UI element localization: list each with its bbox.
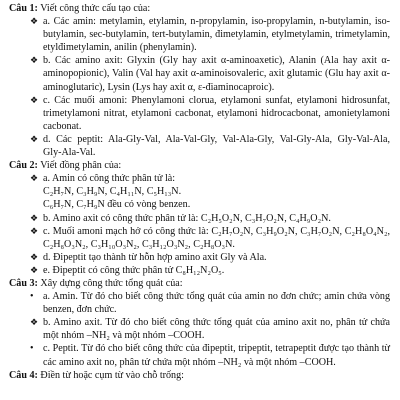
question-number: Câu 3: [9,277,38,289]
list-item [30,15,390,54]
item-text: d. Đipeptit tạo thành từ hỗn hợp amino axit Gly và Ala. [43,251,267,263]
question-number: Câu 2: [9,160,38,172]
list-item [30,94,390,133]
list-item [30,212,390,225]
item-text: b. Amino axit có công thức phân tử là: C₂H₅O₂N, C₃H₇O₂N, C₄H₉O₂N. [43,212,331,224]
bullet-icon: ❖ [30,16,39,27]
list-item [30,133,390,159]
list-item [30,172,390,211]
item-text: c. Các muối amoni: Phenylamoni clorua, etylamoni sunfat, etylamoni hidrosunfat, trimetylamoni nitrat, etylamoni cacbonat, etylamoni hidrocacbonat, amonietylamoni cacbonat. [43,94,390,132]
item-text: c. Muối amoni mạch hở có công thức là: C₂H₇O₂N, C₃H₉O₂N, C₃H₇O₂N, C₂H₈O₄N₂, C₂H₈O₃N₂, C₃H₁₀O₃N₂, C₃H₁₂O₃N₂, C₂H₈O₃N. [43,225,390,250]
formula-line: C₆H₇N, C₇H₉N đều có vòng benzen. [43,199,191,211]
question-prompt: Viết công thức cấu tạo của: [37,3,151,14]
formula-line: C₂H₇N, C₃H₉N, C₄H₁₁N, C₅H₁₃N. [43,186,182,198]
bullet-icon: ❖ [30,55,39,66]
item-text: a. Amin có công thức phân tử là: [43,173,176,185]
list-item [30,54,390,93]
question-prompt: Xây dựng công thức tổng quát của: [37,277,183,289]
question-prompt: Viết đồng phân của: [37,160,122,172]
list-item [30,264,390,277]
bullet-icon: • [30,291,34,303]
bullet-icon: ❖ [30,264,39,275]
bullet-icon: ❖ [30,94,39,105]
bullet-icon: ❖ [30,317,39,328]
bullet-icon: ❖ [30,251,39,262]
question-title [9,277,390,290]
question-4 [9,369,390,382]
item-text: e. Đipeptit có công thức phân tử C₈H₁₂N₂O₅. [43,264,225,276]
item-text: c. Peptit. Từ đó cho biết công thức của đipeptit, tripeptit, tetrapeptit được tạo thành từ các amino axit no, phân tử chứa một nhóm –NH₂ và một nhóm –COOH. [43,343,390,368]
item-text: a. Các amin: metylamin, etylamin, n-propylamin, iso-propylamin, n-butylamin, iso-butylamin, sec-butylamin, tert-butylamin, đimetylamin, etylmetylamin, trimetylamin, etylđimetylamin, anilin (phenylamin). [43,16,390,54]
item-text: b. Amino axit. Từ đó cho biết công thức tổng quát của amino axit no, phân tử chứa một nhóm –NH₂ và một nhóm –COOH. [43,317,390,342]
bullet-icon: ❖ [30,173,39,184]
list-item [30,342,390,368]
item-text: a. Amin. Từ đó cho biết công thức tổng quát của amin no đơn chức; amin chứa vòng benzen, đơn chức. [43,291,390,316]
bullet-icon: • [30,343,34,355]
bullet-icon: ❖ [30,212,39,223]
list-item [30,251,390,264]
question-1 [9,2,390,159]
list-item [30,225,390,251]
question-3 [9,277,390,369]
question-title [9,2,390,15]
question-number: Câu 4: [9,369,38,381]
question-2 [9,159,390,277]
bullet-icon: ❖ [30,133,39,144]
item-text: d. Các peptit: Ala-Gly-Val, Ala-Val-Gly, Val-Ala-Gly, Val-Gly-Ala, Gly-Val-Ala, Gly-Ala-Val. [43,133,390,159]
item-text: b. Các amino axit: Glyxin (Gly hay axit α-aminoaxetic), Alanin (Ala hay axit α-aminopopionic), Valin (Val hay axit α-aminoisovaleric, axit glutamic (Glu hay axit α-aminoglutaric), Lysin (Lys hay axit α, ε-điaminocaproic). [43,55,390,93]
question-title [9,369,390,382]
list-item [30,290,390,316]
question-prompt: Điền từ hoặc cụm từ vào chỗ trống: [37,369,184,381]
question-title [9,159,390,172]
bullet-icon: ❖ [30,225,39,236]
question-number: Câu 1: [9,3,38,14]
list-item [30,316,390,342]
